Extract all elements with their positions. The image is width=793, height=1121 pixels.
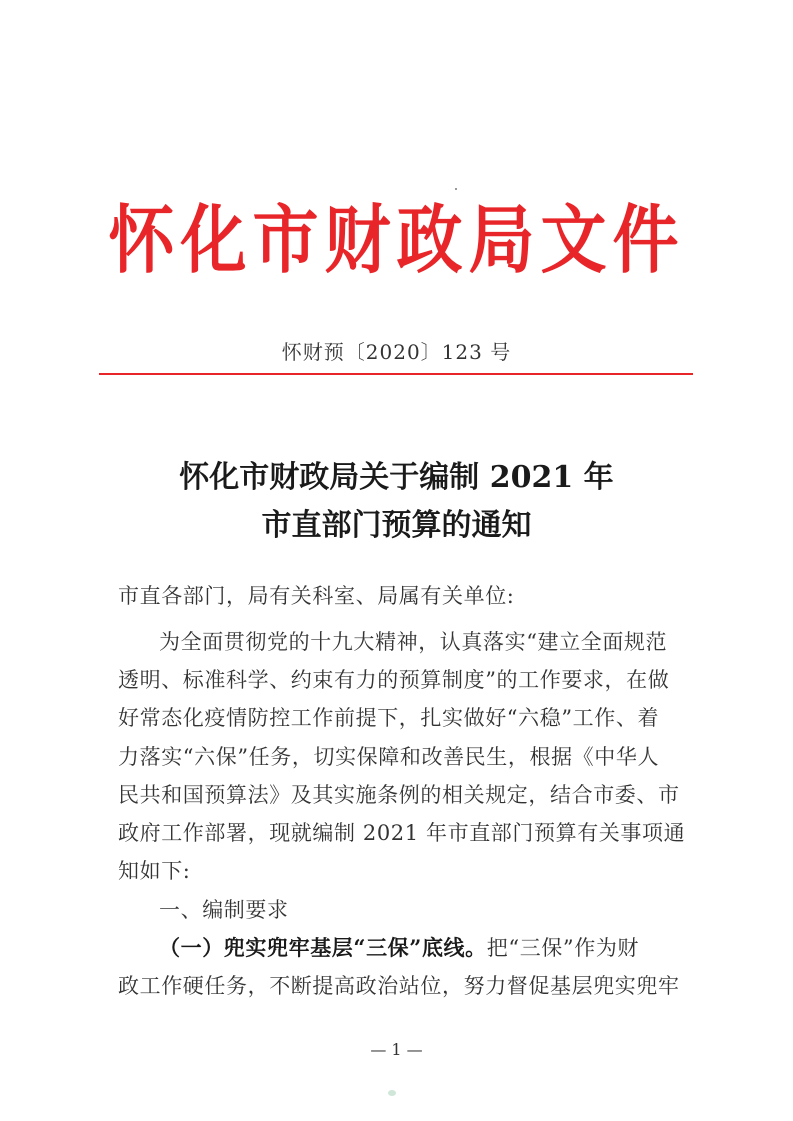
page-number: — 1 — — [370, 1040, 423, 1059]
salutation: 市直各部门，局有关科室、局属有关单位: — [118, 584, 515, 608]
paragraph-line: 民共和国预算法》及其实施条例的相关规定，结合市委、市 — [118, 783, 680, 807]
section-heading: 一、编制要求 — [159, 898, 289, 922]
paragraph-line: 好常态化疫情防控工作前提下，扎实做好“六稳”工作、着 — [118, 706, 660, 730]
item-1-line-2: 政工作硬任务，不断提高政治站位，努力督促基层兜实兜牢 — [118, 974, 680, 998]
red-divider-line — [99, 373, 693, 375]
paragraph-line: 为全面贯彻党的十九大精神，认真落实“建立全面规范 — [159, 630, 668, 654]
paragraph-line: 政府工作部署，现就编制 2021 年市直部门预算有关事项通 — [118, 821, 686, 845]
item-1-text: 把“三保”作为财 — [486, 936, 640, 960]
scan-speck — [455, 188, 457, 190]
item-1-line-1 — [159, 932, 639, 962]
notice-title-line-1: 怀化市财政局关于编制 2021 年 — [179, 460, 614, 495]
paragraph-line: 力落实“六保”任务，切实保障和改善民生，根据《中华人 — [118, 745, 660, 769]
masthead-title: 怀化市财政局文件 — [108, 197, 685, 284]
document-number: 怀财预〔2020〕123 号 — [281, 340, 512, 364]
scan-speck — [388, 1090, 396, 1096]
paragraph-line: 知如下: — [118, 859, 191, 883]
notice-title-line-2: 市直部门预算的通知 — [261, 508, 532, 543]
paragraph-line: 透明、标准科学、约束有力的预算制度”的工作要求，在做 — [118, 668, 670, 692]
item-1-heading: （一）兜实兜牢基层“三保”底线。 — [159, 935, 487, 960]
